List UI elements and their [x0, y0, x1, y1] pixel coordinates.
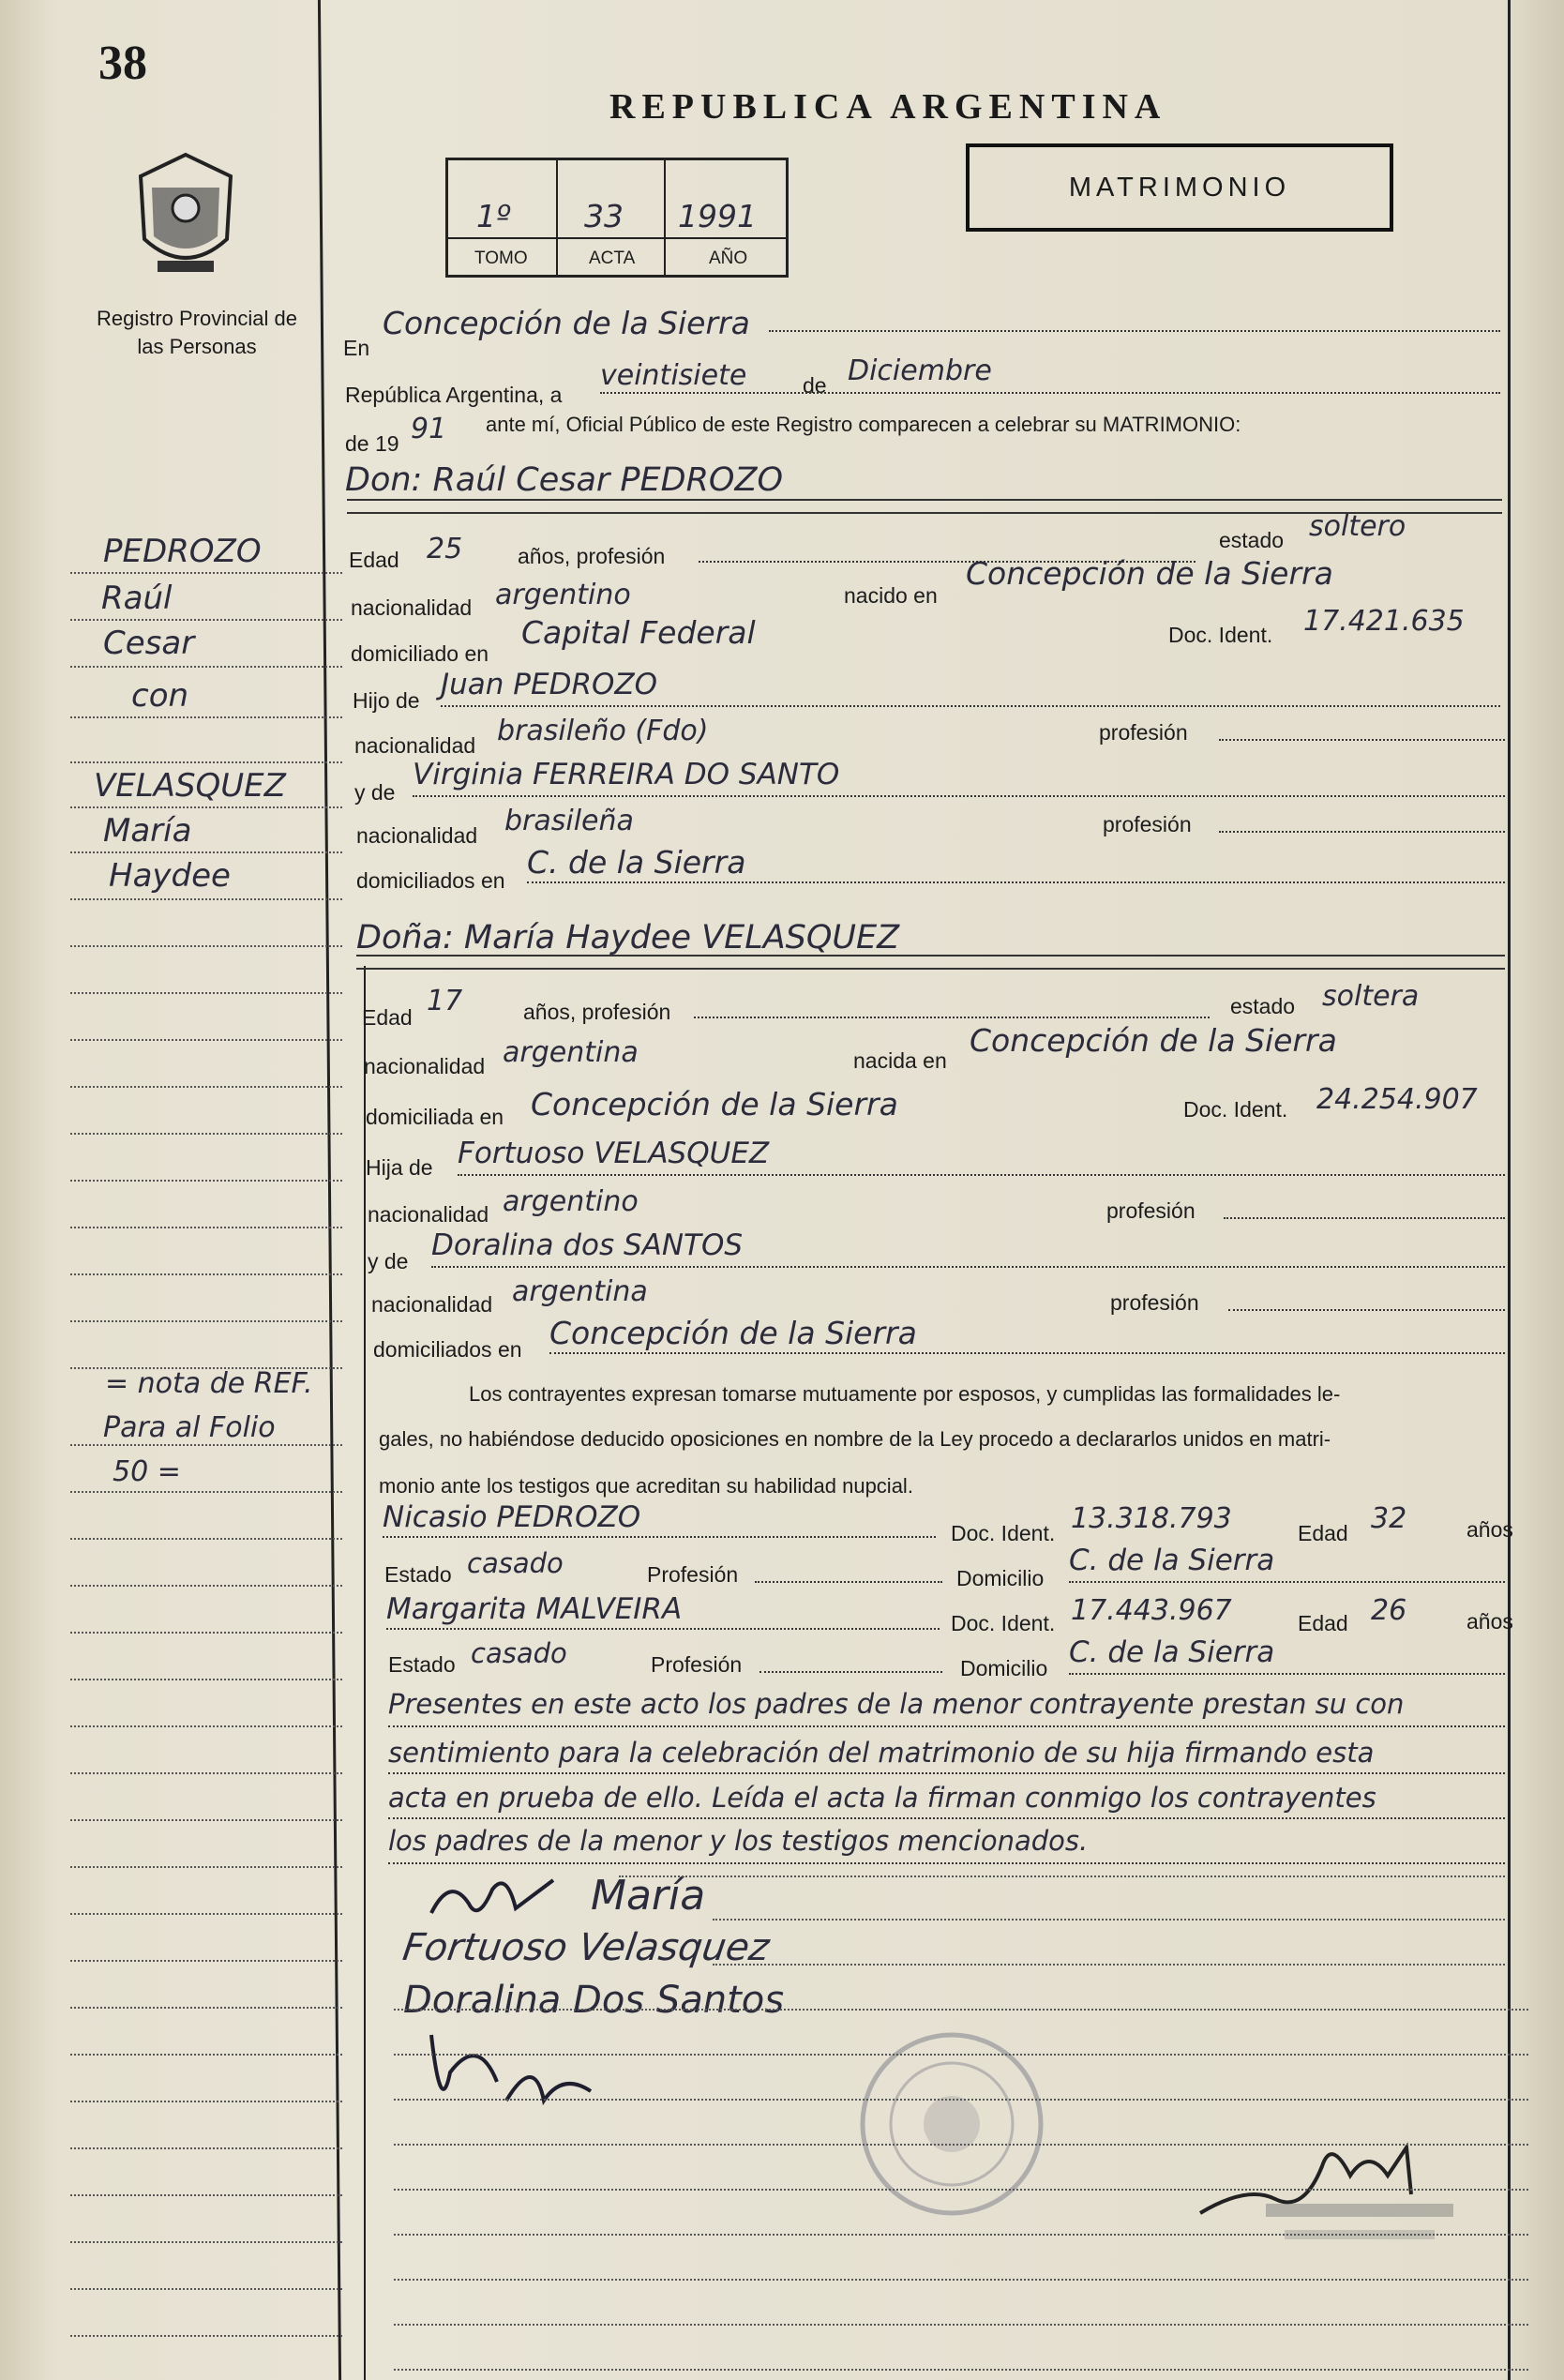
margin-name-5: VELASQUEZ	[94, 767, 286, 805]
groom-padre-nac-label: nacionalidad	[354, 733, 476, 758]
signature-bride-father: Fortuoso Velasquez	[399, 1926, 773, 1969]
margin-note-3: 50 =	[113, 1455, 181, 1488]
bride-yde-label: y de	[368, 1249, 409, 1273]
witness-2-doc: 17.443.967	[1071, 1594, 1232, 1627]
groom-nacionalidad-label: nacionalidad	[351, 595, 473, 620]
groom-nacionalidad: argentino	[495, 579, 631, 611]
groom-edad-label: Edad	[349, 548, 399, 572]
witness-1-estado-label: Estado	[384, 1562, 452, 1587]
place: Concepción de la Sierra	[383, 305, 750, 341]
margin-name-4: con	[131, 677, 189, 715]
witness-1-estado: casado	[467, 1547, 564, 1579]
page-number: 38	[98, 37, 147, 90]
declaration-line-2: gales, no habiéndose deducido oposiciones en nombre de la Ley procedo a declararlos unidos en matri-	[379, 1427, 1331, 1451]
record-box	[445, 158, 789, 278]
bride-nacida: Concepción de la Sierra	[970, 1022, 1337, 1059]
groom-doc: 17.421.635	[1303, 605, 1465, 638]
acta-label: ACTA	[589, 249, 636, 268]
groom-yde-label: y de	[354, 780, 396, 805]
witness-2-domicilio-label: Domicilio	[960, 1656, 1048, 1680]
witness-1-domicilio-label: Domicilio	[956, 1566, 1045, 1590]
groom-madre: Virginia FERREIRA DO SANTO	[413, 758, 840, 791]
groom-name: Don: Raúl Cesar PEDROZO	[345, 461, 783, 499]
bride-domicilio-label: domiciliada en	[366, 1105, 504, 1129]
margin-name-3: Cesar	[103, 625, 195, 662]
ano-label: AÑO	[709, 249, 748, 268]
witness-1-name: Nicasio PEDROZO	[383, 1500, 641, 1534]
note-line-3: acta en prueba de ello. Leída el acta la firman conmigo los contrayentes	[388, 1782, 1376, 1814]
witness-1-edad: 32	[1371, 1502, 1407, 1535]
groom-estado: soltero	[1309, 510, 1406, 543]
official-signature	[1191, 2110, 1491, 2241]
en-label: En	[343, 336, 370, 360]
witness-2-doc-label: Doc. Ident.	[951, 1611, 1056, 1635]
acta-value: 33	[584, 198, 624, 234]
bride-padres-domicilio: Concepción de la Sierra	[549, 1315, 917, 1351]
bride-domicilio: Concepción de la Sierra	[531, 1086, 898, 1122]
coat-of-arms-seal	[129, 150, 242, 281]
bride-nacionalidad: argentina	[503, 1036, 639, 1069]
signature-groom	[422, 1866, 572, 1932]
margin-note-2: Para al Folio	[103, 1411, 276, 1444]
witness-2-estado: casado	[471, 1637, 567, 1669]
de-label: de	[803, 373, 827, 398]
right-border	[1508, 0, 1511, 2380]
tomo-value: 1º	[476, 198, 511, 234]
declaration-line-3: monio ante los testigos que acreditan su habilidad nupcial.	[379, 1474, 913, 1498]
witness-2-anos-label: años	[1466, 1609, 1513, 1634]
bride-hija-label: Hija de	[366, 1155, 433, 1180]
groom-edad: 25	[427, 533, 463, 565]
groom-padre-prof-label: profesión	[1099, 720, 1188, 745]
witness-2-edad: 26	[1371, 1594, 1407, 1627]
country-title: REPUBLICA ARGENTINA	[609, 87, 1167, 127]
groom-doc-label: Doc. Ident.	[1168, 623, 1273, 647]
note-line-2: sentimiento para la celebración del matrimonio de su hija firmando esta	[388, 1737, 1375, 1769]
bride-madre: Doralina dos SANTOS	[431, 1228, 744, 1262]
republica-label: República Argentina, a	[345, 383, 563, 407]
margin-divider	[318, 0, 341, 2380]
bride-padre: Fortuoso VELASQUEZ	[458, 1137, 770, 1170]
bride-padre-nac-label: nacionalidad	[368, 1202, 489, 1227]
margin-name-7: Haydee	[109, 857, 231, 895]
groom-padres-domicilio: C. de la Sierra	[527, 844, 746, 881]
signature-witness	[413, 2016, 619, 2129]
bride-madre-nac-label: nacionalidad	[371, 1292, 493, 1317]
note-line-1: Presentes en este acto los padres de la menor contrayente prestan su con	[388, 1688, 1405, 1720]
note-line-4: los padres de la menor y los testigos mencionados.	[388, 1825, 1089, 1857]
groom-estado-label: estado	[1219, 528, 1285, 552]
bride-domiciliados-label: domiciliados en	[373, 1337, 522, 1362]
bride-nacionalidad-label: nacionalidad	[364, 1054, 486, 1078]
witness-1-anos-label: años	[1466, 1517, 1513, 1542]
bride-edad: 17	[427, 985, 463, 1017]
intro-text: ante mí, Oficial Público de este Registro comparecen a celebrar su MATRIMONIO:	[486, 413, 1241, 436]
year-suffix: 91	[411, 413, 447, 445]
groom-domiciliados-label: domiciliados en	[356, 868, 505, 893]
tomo-label: TOMO	[474, 249, 528, 268]
ano-value: 1991	[678, 198, 757, 234]
registry-name: Registro Provincial de las Personas	[97, 307, 297, 358]
groom-hijo-label: Hijo de	[353, 688, 420, 713]
de19-label: de 19	[345, 431, 399, 456]
bride-madre-prof-label: profesión	[1110, 1290, 1199, 1315]
groom-madre-nac-label: nacionalidad	[356, 823, 478, 848]
witness-1-doc-label: Doc. Ident.	[951, 1521, 1056, 1545]
margin-name-6: María	[103, 812, 192, 850]
margin-name-2: Raúl	[101, 580, 173, 617]
groom-domicilio-label: domiciliado en	[351, 641, 489, 666]
doc-type-box: MATRIMONIO	[966, 143, 1393, 232]
bride-doc-label: Doc. Ident.	[1183, 1097, 1288, 1122]
signature-bride-mother: Doralina Dos Santos	[403, 1979, 785, 2022]
signature-bride: María	[591, 1872, 706, 1920]
groom-padre: Juan PEDROZO	[441, 668, 658, 701]
witness-2-name: Margarita MALVEIRA	[386, 1592, 683, 1626]
witness-1-doc: 13.318.793	[1071, 1502, 1232, 1535]
witness-1-domicilio: C. de la Sierra	[1069, 1544, 1275, 1577]
month: Diciembre	[848, 354, 992, 387]
bride-padre-prof-label: profesión	[1106, 1198, 1196, 1223]
witness-1-edad-label: Edad	[1298, 1521, 1348, 1545]
groom-madre-nacionalidad: brasileña	[504, 805, 634, 837]
witness-2-edad-label: Edad	[1298, 1611, 1348, 1635]
groom-anos-profesion-label: años, profesión	[518, 544, 666, 568]
bride-doc: 24.254.907	[1316, 1083, 1478, 1116]
groom-padre-nacionalidad: brasileño (Fdo)	[497, 715, 709, 747]
groom-nacido: Concepción de la Sierra	[966, 555, 1333, 592]
bride-anos-profesion-label: años, profesión	[523, 1000, 671, 1024]
witness-2-profesion-label: Profesión	[651, 1652, 743, 1677]
day: veintisiete	[600, 359, 747, 392]
groom-nacido-label: nacido en	[844, 583, 938, 608]
declaration-line-1: Los contrayentes expresan tomarse mutuamente por esposos, y cumplidas las formalidades le-	[469, 1382, 1341, 1406]
bride-estado: soltera	[1322, 980, 1420, 1013]
bride-edad-label: Edad	[362, 1005, 413, 1030]
groom-madre-prof-label: profesión	[1103, 812, 1192, 836]
witness-2-estado-label: Estado	[388, 1652, 456, 1677]
bride-padre-nacionalidad: argentino	[503, 1185, 639, 1218]
bride-estado-label: estado	[1230, 994, 1296, 1018]
groom-domicilio: Capital Federal	[521, 614, 756, 651]
witness-2-domicilio: C. de la Sierra	[1069, 1635, 1275, 1669]
margin-name-1: PEDROZO	[103, 533, 262, 570]
bride-madre-nacionalidad: argentina	[512, 1275, 648, 1308]
bride-name: Doña: María Haydee VELASQUEZ	[356, 919, 900, 957]
margin-note-1: = nota de REF.	[105, 1367, 313, 1400]
witness-1-profesion-label: Profesión	[647, 1562, 739, 1587]
bride-nacida-label: nacida en	[853, 1048, 947, 1073]
